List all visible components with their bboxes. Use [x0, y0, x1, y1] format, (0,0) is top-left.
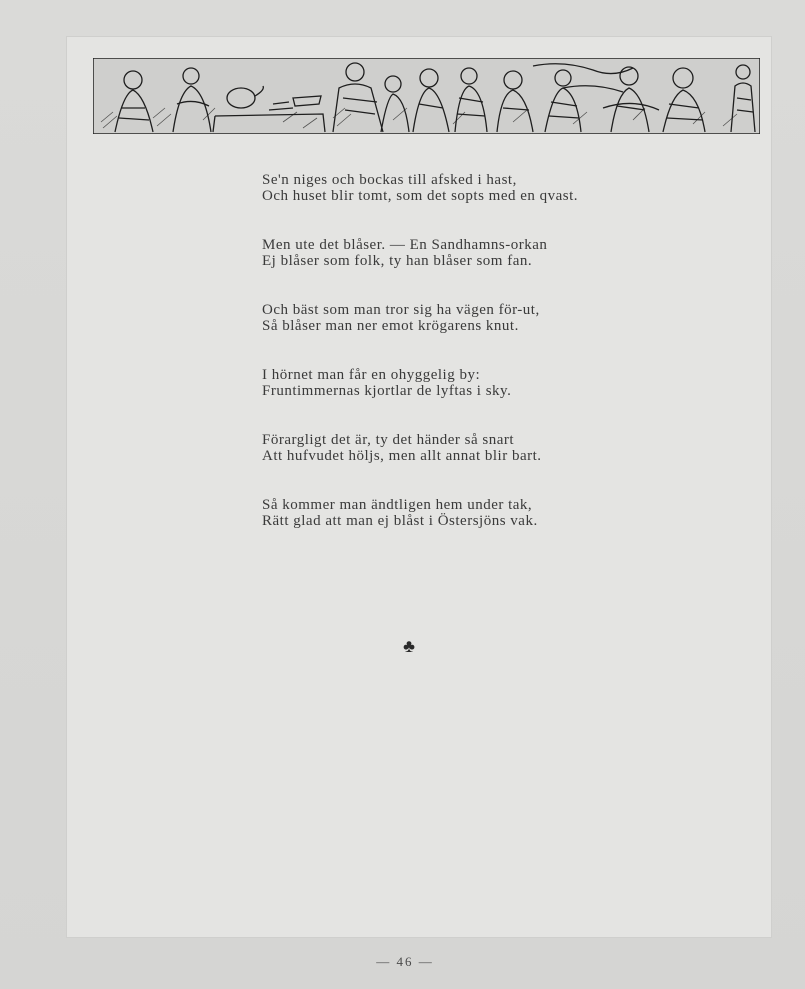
- poem: [262, 172, 682, 562]
- poem-line: Fruntimmernas kjortlar de lyftas i sky.: [262, 383, 512, 399]
- poem-line: Att hufvudet höljs, men allt annat blir bart.: [262, 448, 542, 464]
- stanza: [262, 432, 682, 464]
- poem-line: Så kommer man ändtligen hem under tak,: [262, 497, 533, 513]
- stanza: [262, 497, 682, 529]
- poem-line: Så blåser man ner emot krögarens knut.: [262, 318, 519, 334]
- stanza: [262, 172, 682, 204]
- poem-line: Och huset blir tomt, som det sopts med en qvast.: [262, 188, 579, 204]
- stanza: [262, 367, 682, 399]
- poem-line: I hörnet man får en ohyggelig by:: [262, 367, 481, 383]
- stanza: [262, 302, 682, 334]
- poem-line: Rätt glad att man ej blåst i Östersjöns vak.: [262, 513, 538, 529]
- poem-line: Ej blåser som folk, ty han blåser som fan.: [262, 253, 533, 269]
- illustration-banner: [93, 58, 760, 134]
- poem-line: Förargligt det är, ty det händer så snart: [262, 432, 515, 448]
- poem-line: Och bäst som man tror sig ha vägen för-ut,: [262, 302, 540, 318]
- page-number: — 46 —: [376, 954, 434, 969]
- club-ornament-icon: ♣: [403, 636, 415, 656]
- poem-line: Se'n niges och bockas till afsked i hast,: [262, 172, 517, 188]
- poem-line: Men ute det blåser. — En Sandhamns-orkan: [262, 237, 548, 253]
- stanza: [262, 237, 682, 269]
